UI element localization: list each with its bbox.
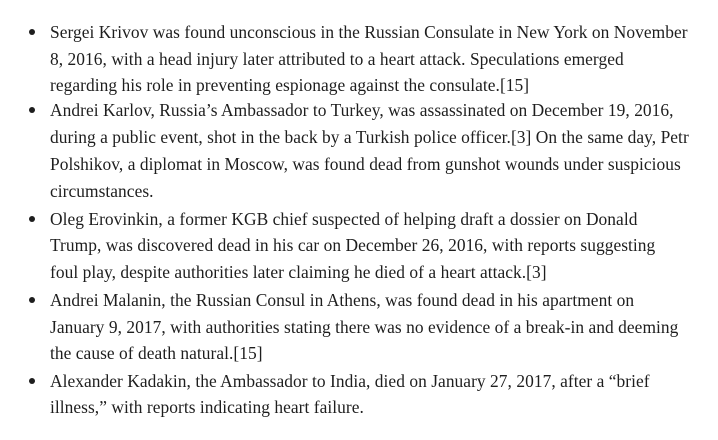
bullet-icon bbox=[29, 378, 35, 384]
list-item-line: circumstances. bbox=[50, 181, 154, 201]
list-item-line: illness,” with reports indicating heart failure. bbox=[50, 397, 364, 417]
list-item-line: the cause of death natural.[15] bbox=[50, 343, 263, 363]
list-item-line: Sergei Krivov was found unconscious in the Russian Consulate in New York on November bbox=[50, 22, 688, 42]
list-item-line: Oleg Erovinkin, a former KGB chief suspected of helping draft a dossier on Donald bbox=[50, 209, 638, 229]
list-item-line: during a public event, shot in the back by a Turkish police officer.[3] On the same day, Petr bbox=[50, 127, 689, 147]
list-item-line: Alexander Kadakin, the Ambassador to India, died on January 27, 2017, after a “brief bbox=[50, 371, 650, 391]
list-item-line: Andrei Malanin, the Russian Consul in Athens, was found dead in his apartment on bbox=[50, 290, 635, 310]
list-item-line: January 9, 2017, with authorities stating there was no evidence of a break-in and deeming bbox=[50, 317, 679, 337]
list-item-line: Polshikov, a diplomat in Moscow, was found dead from gunshot wounds under suspicious bbox=[50, 154, 681, 174]
list-item-line: regarding his role in preventing espionage against the consulate.[15] bbox=[50, 75, 530, 95]
bullet-icon bbox=[29, 29, 35, 35]
list-item-line: 8, 2016, with a head injury later attributed to a heart attack. Speculations emerged bbox=[50, 49, 624, 69]
bullet-icon bbox=[29, 107, 35, 113]
list-item-line: Trump, was discovered dead in his car on December 26, 2016, with reports suggesting bbox=[50, 235, 656, 255]
bullet-icon bbox=[29, 216, 35, 222]
bullet-icon bbox=[29, 297, 35, 303]
list-item-line: foul play, despite authorities later claiming he died of a heart attack.[3] bbox=[50, 262, 547, 282]
list-item-line: Andrei Karlov, Russia’s Ambassador to Turkey, was assassinated on December 19, 2016, bbox=[50, 100, 674, 120]
